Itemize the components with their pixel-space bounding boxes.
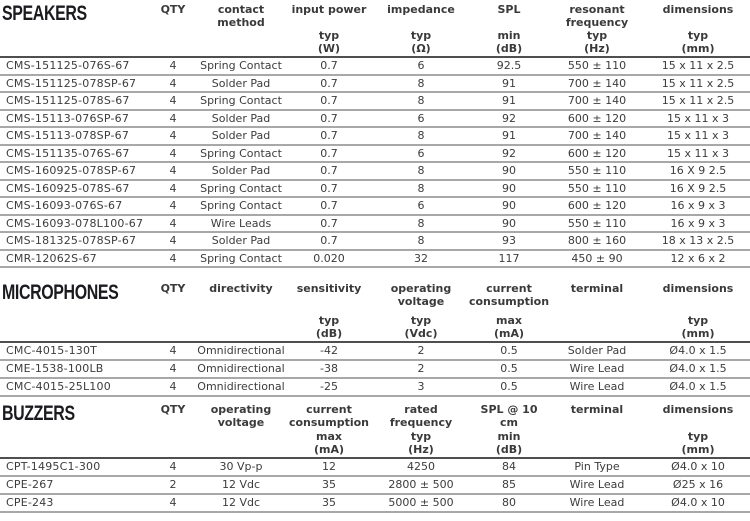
value-cell: 0.7 — [286, 145, 372, 163]
speakers-table-body — [0, 57, 750, 267]
header-row — [0, 282, 750, 342]
value-cell: 12 Vdc — [196, 494, 286, 512]
qualifier-label: typ — [410, 29, 432, 42]
column-header-qualifier — [682, 431, 715, 456]
unit-label: (mA) — [493, 326, 525, 340]
value-cell: 8 — [372, 215, 470, 233]
unit-label: (Hz) — [584, 41, 610, 55]
value-cell: 4 — [150, 378, 196, 396]
section-title: SPEAKERS — [2, 2, 87, 25]
column-header-qualifier — [682, 30, 715, 55]
table-row — [0, 197, 750, 215]
value-cell: 15 x 11 x 3 — [646, 127, 750, 145]
table-row — [0, 494, 750, 512]
value-cell: 4 — [150, 110, 196, 128]
value-cell: 3 — [372, 378, 470, 396]
part-number-cell: CME-1538-100LB — [0, 360, 150, 378]
column-header — [196, 3, 286, 57]
value-cell: 2 — [372, 342, 470, 360]
column-header-label: SPL @ 10 cm — [480, 403, 538, 429]
value-cell: 0.5 — [470, 360, 548, 378]
part-number-cell: CMS-160925-078S-67 — [0, 180, 150, 198]
value-cell: Spring Contact — [196, 180, 286, 198]
table-row — [0, 476, 750, 494]
value-cell: 12 x 6 x 2 — [646, 250, 750, 268]
value-cell: 12 Vdc — [196, 476, 286, 494]
part-number-cell: CMS-16093-076S-67 — [0, 197, 150, 215]
value-cell: 4 — [150, 360, 196, 378]
section-title-cell — [0, 403, 150, 458]
buzzers-table-body — [0, 458, 750, 512]
qualifier-label: typ — [687, 314, 709, 327]
unit-label: (Ω) — [411, 41, 431, 55]
column-header — [470, 403, 548, 458]
table-row — [0, 180, 750, 198]
value-cell: Ø4.0 x 1.5 — [646, 360, 750, 378]
column-header-qualifier — [496, 431, 522, 456]
column-header-label: current consumption — [288, 403, 370, 429]
value-cell: Ø4.0 x 10 — [646, 494, 750, 512]
value-cell: 0.7 — [286, 92, 372, 110]
column-header-label: terminal — [570, 282, 624, 295]
value-cell: Solder Pad — [548, 342, 646, 360]
value-cell: 550 ± 110 — [548, 180, 646, 198]
value-cell: -42 — [286, 342, 372, 360]
section-title-cell — [0, 3, 150, 57]
value-cell: 6 — [372, 57, 470, 75]
column-header-label: dimensions — [662, 3, 734, 16]
part-number-cell: CMS-160925-078SP-67 — [0, 162, 150, 180]
column-header-label: dimensions — [662, 403, 734, 416]
value-cell: Ø4.0 x 1.5 — [646, 342, 750, 360]
value-cell: 550 ± 110 — [548, 215, 646, 233]
column-header-label: rated frequency — [389, 403, 453, 429]
column-header-label: dimensions — [662, 282, 734, 295]
column-header-qualifier — [405, 315, 438, 340]
part-number-cell: CMR-12062S-67 — [0, 250, 150, 268]
value-cell: Solder Pad — [196, 110, 286, 128]
value-cell: 4 — [150, 232, 196, 250]
table-row — [0, 162, 750, 180]
part-number-cell: CMS-151125-076S-67 — [0, 57, 150, 75]
value-cell: 8 — [372, 180, 470, 198]
value-cell: Spring Contact — [196, 250, 286, 268]
part-number-cell: CMS-151135-076S-67 — [0, 145, 150, 163]
value-cell: Spring Contact — [196, 92, 286, 110]
part-number-cell: CMS-151125-078SP-67 — [0, 75, 150, 93]
unit-label: (Hz) — [408, 442, 434, 456]
value-cell: 90 — [470, 197, 548, 215]
value-cell: 32 — [372, 250, 470, 268]
column-header-label: operating voltage — [390, 282, 452, 308]
value-cell: Solder Pad — [196, 232, 286, 250]
value-cell: Ø4.0 x 1.5 — [646, 378, 750, 396]
value-cell: 93 — [470, 232, 548, 250]
column-header — [548, 403, 646, 458]
value-cell: Omnidirectional — [196, 360, 286, 378]
value-cell: 8 — [372, 127, 470, 145]
column-header — [286, 403, 372, 458]
value-cell: Ø4.0 x 10 — [646, 458, 750, 476]
value-cell: 35 — [286, 476, 372, 494]
column-header — [548, 3, 646, 57]
value-cell: 550 ± 110 — [548, 162, 646, 180]
value-cell: 0.7 — [286, 127, 372, 145]
column-header-qualifier — [314, 431, 344, 456]
value-cell: 15 x 11 x 2.5 — [646, 75, 750, 93]
value-cell: 2 — [372, 360, 470, 378]
column-header-label: input power — [291, 3, 367, 16]
column-header-qualifier — [682, 315, 715, 340]
unit-label: (dB) — [495, 442, 523, 456]
qualifier-label: typ — [687, 29, 709, 42]
table-row — [0, 378, 750, 396]
microphones-table-header — [0, 282, 750, 342]
column-header — [196, 282, 286, 342]
column-header-label: directivity — [209, 282, 273, 295]
value-cell: 0.7 — [286, 197, 372, 215]
value-cell: 84 — [470, 458, 548, 476]
table-row — [0, 110, 750, 128]
column-header-label: terminal — [570, 403, 624, 416]
value-cell: 700 ± 140 — [548, 75, 646, 93]
value-cell: 92.5 — [470, 57, 548, 75]
value-cell: 4 — [150, 162, 196, 180]
value-cell: 91 — [470, 127, 548, 145]
value-cell: 15 x 11 x 3 — [646, 145, 750, 163]
unit-label: (mA) — [313, 442, 345, 456]
qualifier-label: typ — [586, 29, 608, 42]
value-cell: 8 — [372, 232, 470, 250]
qualifier-label: typ — [318, 314, 340, 327]
column-header — [372, 282, 470, 342]
value-cell: 30 Vp-p — [196, 458, 286, 476]
value-cell: 0.020 — [286, 250, 372, 268]
value-cell: 600 ± 120 — [548, 145, 646, 163]
column-header — [646, 403, 750, 458]
value-cell: 4 — [150, 145, 196, 163]
part-number-cell: CPE-243 — [0, 494, 150, 512]
value-cell: 0.7 — [286, 180, 372, 198]
value-cell: 15 x 11 x 2.5 — [646, 92, 750, 110]
section-title: MICROPHONES — [2, 281, 119, 304]
column-header — [286, 282, 372, 342]
value-cell: 92 — [470, 145, 548, 163]
value-cell: 6 — [372, 110, 470, 128]
column-header — [150, 3, 196, 57]
column-header — [150, 403, 196, 458]
column-header-label: sensitivity — [296, 282, 362, 295]
value-cell: 4 — [150, 342, 196, 360]
value-cell: Spring Contact — [196, 145, 286, 163]
value-cell: 90 — [470, 180, 548, 198]
column-header-label: QTY — [160, 3, 186, 16]
value-cell: 80 — [470, 494, 548, 512]
qualifier-label: typ — [410, 430, 432, 443]
unit-label: (Vdc) — [404, 326, 438, 340]
table-row — [0, 145, 750, 163]
column-header-qualifier — [496, 30, 522, 55]
column-header-label: QTY — [160, 403, 186, 416]
microphones-table-body — [0, 342, 750, 396]
table-row — [0, 92, 750, 110]
table-row — [0, 342, 750, 360]
part-number-cell: CMS-181325-078SP-67 — [0, 232, 150, 250]
value-cell: 8 — [372, 162, 470, 180]
part-number-cell: CMS-15113-076SP-67 — [0, 110, 150, 128]
header-row — [0, 403, 750, 458]
qualifier-label: typ — [687, 430, 709, 443]
value-cell: 4250 — [372, 458, 470, 476]
value-cell: 700 ± 140 — [548, 92, 646, 110]
table-row — [0, 215, 750, 233]
table-row — [0, 250, 750, 268]
unit-label: (dB) — [315, 326, 343, 340]
value-cell: 15 x 11 x 2.5 — [646, 57, 750, 75]
value-cell: 6 — [372, 145, 470, 163]
value-cell: Ø25 x 16 — [646, 476, 750, 494]
value-cell: 90 — [470, 162, 548, 180]
part-number-cell: CPE-267 — [0, 476, 150, 494]
value-cell: Solder Pad — [196, 162, 286, 180]
value-cell: 600 ± 120 — [548, 197, 646, 215]
value-cell: 4 — [150, 180, 196, 198]
unit-label: (mm) — [681, 326, 715, 340]
header-row — [0, 3, 750, 57]
section-title-cell — [0, 282, 150, 342]
speakers-table — [0, 3, 750, 268]
value-cell: 12 — [286, 458, 372, 476]
table-row — [0, 57, 750, 75]
column-header-label: SPL — [497, 3, 521, 16]
value-cell: 0.7 — [286, 75, 372, 93]
column-header-qualifier — [408, 431, 434, 456]
column-header-label: resonant frequency — [565, 3, 629, 29]
speakers-section — [0, 3, 750, 268]
value-cell: 4 — [150, 215, 196, 233]
unit-label: (mm) — [681, 41, 715, 55]
part-number-cell: CMS-16093-078L100-67 — [0, 215, 150, 233]
buzzers-section — [0, 403, 750, 513]
unit-label: (dB) — [495, 41, 523, 55]
value-cell: 15 x 11 x 3 — [646, 110, 750, 128]
value-cell: 16 x 9 x 3 — [646, 197, 750, 215]
value-cell: Omnidirectional — [196, 342, 286, 360]
value-cell: 4 — [150, 57, 196, 75]
qualifier-label: max — [316, 430, 342, 443]
table-row — [0, 127, 750, 145]
value-cell: 700 ± 140 — [548, 127, 646, 145]
value-cell: 0.7 — [286, 232, 372, 250]
value-cell: 16 X 9 2.5 — [646, 180, 750, 198]
column-header-label: impedance — [387, 3, 455, 16]
value-cell: 90 — [470, 215, 548, 233]
value-cell: 18 x 13 x 2.5 — [646, 232, 750, 250]
value-cell: 2 — [150, 476, 196, 494]
value-cell: 0.7 — [286, 57, 372, 75]
value-cell: 8 — [372, 75, 470, 93]
value-cell: 16 x 9 x 3 — [646, 215, 750, 233]
column-header — [372, 403, 470, 458]
column-header-qualifier — [411, 30, 431, 55]
column-header-qualifier — [316, 315, 342, 340]
value-cell: 2800 ± 500 — [372, 476, 470, 494]
column-header — [196, 403, 286, 458]
column-header — [548, 282, 646, 342]
value-cell: Wire Lead — [548, 476, 646, 494]
value-cell: 92 — [470, 110, 548, 128]
value-cell: Solder Pad — [196, 127, 286, 145]
value-cell: 4 — [150, 75, 196, 93]
value-cell: 4 — [150, 197, 196, 215]
column-header-label: current consumption — [468, 282, 550, 308]
value-cell: -25 — [286, 378, 372, 396]
section-title: BUZZERS — [2, 402, 75, 425]
microphones-section — [0, 282, 750, 397]
column-header — [646, 282, 750, 342]
value-cell: 4 — [150, 92, 196, 110]
column-header-label: operating voltage — [210, 403, 272, 429]
value-cell: 16 X 9 2.5 — [646, 162, 750, 180]
qualifier-label: typ — [318, 29, 340, 42]
unit-label: (mm) — [681, 442, 715, 456]
value-cell: 550 ± 110 — [548, 57, 646, 75]
part-number-cell: CMC-4015-25L100 — [0, 378, 150, 396]
table-row — [0, 458, 750, 476]
value-cell: 0.7 — [286, 110, 372, 128]
column-header — [150, 282, 196, 342]
qualifier-label: max — [496, 314, 522, 327]
value-cell: 4 — [150, 458, 196, 476]
value-cell: 0.7 — [286, 215, 372, 233]
value-cell: Spring Contact — [196, 57, 286, 75]
column-header — [470, 3, 548, 57]
value-cell: Wire Leads — [196, 215, 286, 233]
part-number-cell: CMC-4015-130T — [0, 342, 150, 360]
buzzers-table — [0, 403, 750, 513]
value-cell: 6 — [372, 197, 470, 215]
value-cell: 4 — [150, 250, 196, 268]
value-cell: Omnidirectional — [196, 378, 286, 396]
qualifier-label: min — [497, 29, 521, 42]
table-row — [0, 232, 750, 250]
buzzers-table-header — [0, 403, 750, 458]
value-cell: 0.5 — [470, 378, 548, 396]
value-cell: 4 — [150, 494, 196, 512]
value-cell: 91 — [470, 92, 548, 110]
unit-label: (W) — [317, 41, 341, 55]
value-cell: 35 — [286, 494, 372, 512]
part-number-cell: CPT-1495C1-300 — [0, 458, 150, 476]
column-header — [372, 3, 470, 57]
value-cell: 800 ± 160 — [548, 232, 646, 250]
column-header-qualifier — [584, 30, 610, 55]
value-cell: 91 — [470, 75, 548, 93]
column-header — [470, 282, 548, 342]
part-number-cell: CMS-151125-078S-67 — [0, 92, 150, 110]
value-cell: Solder Pad — [196, 75, 286, 93]
column-header — [646, 3, 750, 57]
value-cell: 4 — [150, 127, 196, 145]
qualifier-label: typ — [410, 314, 432, 327]
table-row — [0, 360, 750, 378]
value-cell: 450 ± 90 — [548, 250, 646, 268]
value-cell: -38 — [286, 360, 372, 378]
value-cell: Spring Contact — [196, 197, 286, 215]
column-header — [286, 3, 372, 57]
value-cell: 5000 ± 500 — [372, 494, 470, 512]
value-cell: 85 — [470, 476, 548, 494]
value-cell: 117 — [470, 250, 548, 268]
column-header-label: QTY — [160, 282, 186, 295]
value-cell: 8 — [372, 92, 470, 110]
part-number-cell: CMS-15113-078SP-67 — [0, 127, 150, 145]
column-header-label: contact method — [217, 3, 265, 29]
value-cell: Wire Lead — [548, 378, 646, 396]
value-cell: 0.7 — [286, 162, 372, 180]
value-cell: 600 ± 120 — [548, 110, 646, 128]
value-cell: 0.5 — [470, 342, 548, 360]
microphones-table — [0, 282, 750, 397]
qualifier-label: min — [497, 430, 521, 443]
value-cell: Pin Type — [548, 458, 646, 476]
column-header-qualifier — [494, 315, 524, 340]
column-header-qualifier — [318, 30, 340, 55]
value-cell: Wire Lead — [548, 494, 646, 512]
table-row — [0, 75, 750, 93]
speakers-table-header — [0, 3, 750, 57]
value-cell: Wire Lead — [548, 360, 646, 378]
